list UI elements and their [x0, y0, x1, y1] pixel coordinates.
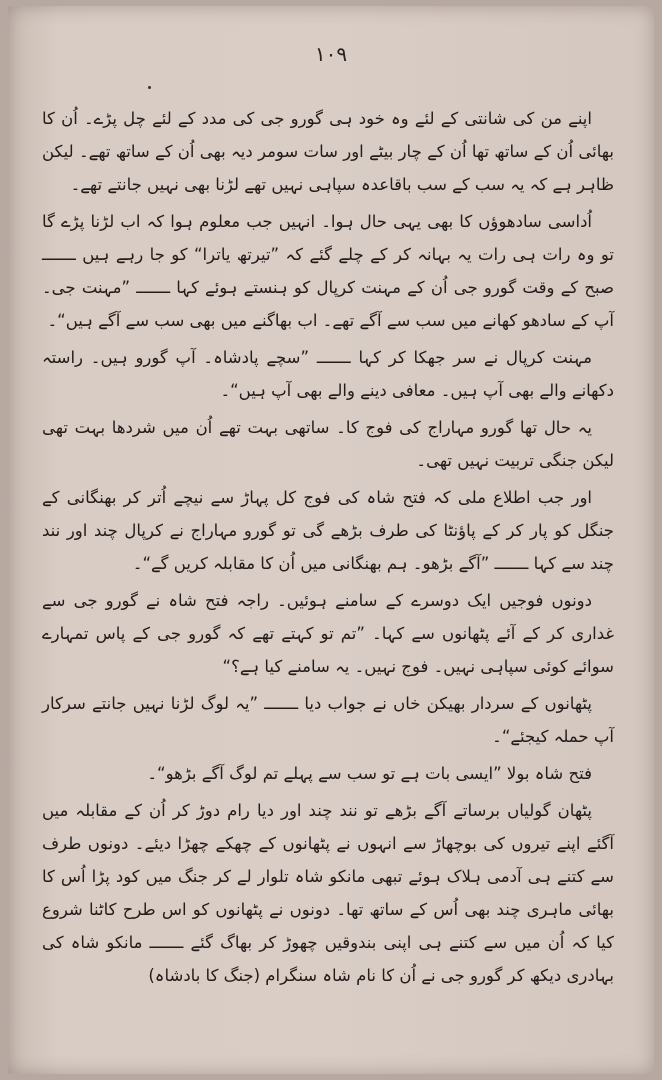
paragraph-1: اپنے من کی شانتی کے لئے وہ خود ہی گورو جی کی مدد کے لئے چل پڑے۔ اُن کا بھائی اُن کے ساتھ تھا اُن کے چار بیٹے اور سات سومر دیہ بھی اُن کے ساتھ تھے۔ لیکن ظاہر ہے کہ یہ سب کے سب باقاعدہ سپاہی نہیں تھے لڑنا بھی نہیں جانتے تھے۔: [42, 109, 614, 194]
paragraph-5: اور جب اطلاع ملی کہ فتح شاہ کی فوج کل پہاڑ سے نیچے اُتر کر بھنگانی کے جنگل کو پار کر کے پاؤنٹا کی طرف بڑھے گی تو گورو مہاراج نے کرپال چند اور نند چند سے کہا ـــــــ ”آگے بڑھو۔ ہم بھنگانی میں اُن کا مقابلہ کریں گے“۔: [42, 488, 614, 573]
page-number: ۱۰۹: [314, 42, 348, 66]
paragraph-6: دونوں فوجیں ایک دوسرے کے سامنے ہوئیں۔ راجہ فتح شاہ نے گورو جی سے غداری کر کے آئے پٹھانوں سے کہا۔ ”تم تو کہتے تھے کہ گورو جی کے پاس تمہارے سوائے کوئی سپاہی نہیں۔ فوج نہیں۔ یہ سامنے کیا ہے؟“: [42, 591, 614, 676]
paragraph-7: پٹھانوں کے سردار بھیکن خاں نے جواب دیا ـــــــ ”یہ لوگ لڑنا نہیں جانتے سرکار آپ حملہ کیجئے“۔: [42, 694, 614, 746]
paragraph-3: مہنت کرپال نے سر جھکا کر کہا ـــــــ ”سچے پادشاہ۔ آپ گورو ہیں۔ راستہ دکھانے والے بھی آپ ہیں۔ معافی دینے والے بھی آپ ہیں“۔: [42, 348, 614, 400]
paragraph-8: فتح شاہ بولا ”ایسی بات ہے تو سب سے پہلے تم لوگ آگے بڑھو“۔: [147, 764, 592, 783]
paragraph-4: یہ حال تھا گورو مہاراج کی فوج کا۔ ساتھی بہت تھے اُن میں شردھا بہت تھی لیکن جنگی تربیت نہیں تھی۔: [42, 418, 614, 470]
ink-dot: [148, 86, 151, 89]
paragraph-2: اُداسی سادھوؤں کا بھی یہی حال ہوا۔ انہیں جب معلوم ہوا کہ اب لڑنا پڑے گا تو وہ رات ہی رات یہ بہانہ کر کے چلے گئے کہ ”تیرتھ یاترا“ کو جا رہے ہیں ـــــــ صبح کے وقت گورو جی اُن کے مہنت کرپال کو ہنستے ہوئے کہا ـــــــ ”مہنت جی۔ آپ کے سادھو کھانے میں سب سے آگے تھے۔ اب بھاگنے میں بھی سب سے آگے ہیں“۔: [42, 212, 614, 330]
paragraph-9: پٹھان گولیاں برساتے آگے بڑھے تو نند چند اور دیا رام دوڑ کر اُن کے مقابلہ میں آگئے اپنے تیروں کی بوچھاڑ سے انہوں نے پٹھانوں کے چھکے چھڑا دیئے۔ دونوں طرف سے کتنے ہی آدمی ہلاک ہوئے تبھی مانکو شاہ تلوار لے کر جنگ میں کود پڑا اُس کا بھائی ماہری چند بھی اُس کے ساتھ تھا۔ دونوں نے پٹھانوں کو اس طرح کاٹنا شروع کیا کہ اُن میں سے کتنے ہی اپنی بندوقیں چھوڑ کر بھاگ گئے ـــــــ مانکو شاہ کی بہادری دیکھ کر گورو جی نے اُن کا نام شاہ سنگرام (جنگ کا بادشاہ): [42, 801, 614, 985]
page-body: [42, 102, 614, 996]
book-page: [8, 6, 654, 1074]
